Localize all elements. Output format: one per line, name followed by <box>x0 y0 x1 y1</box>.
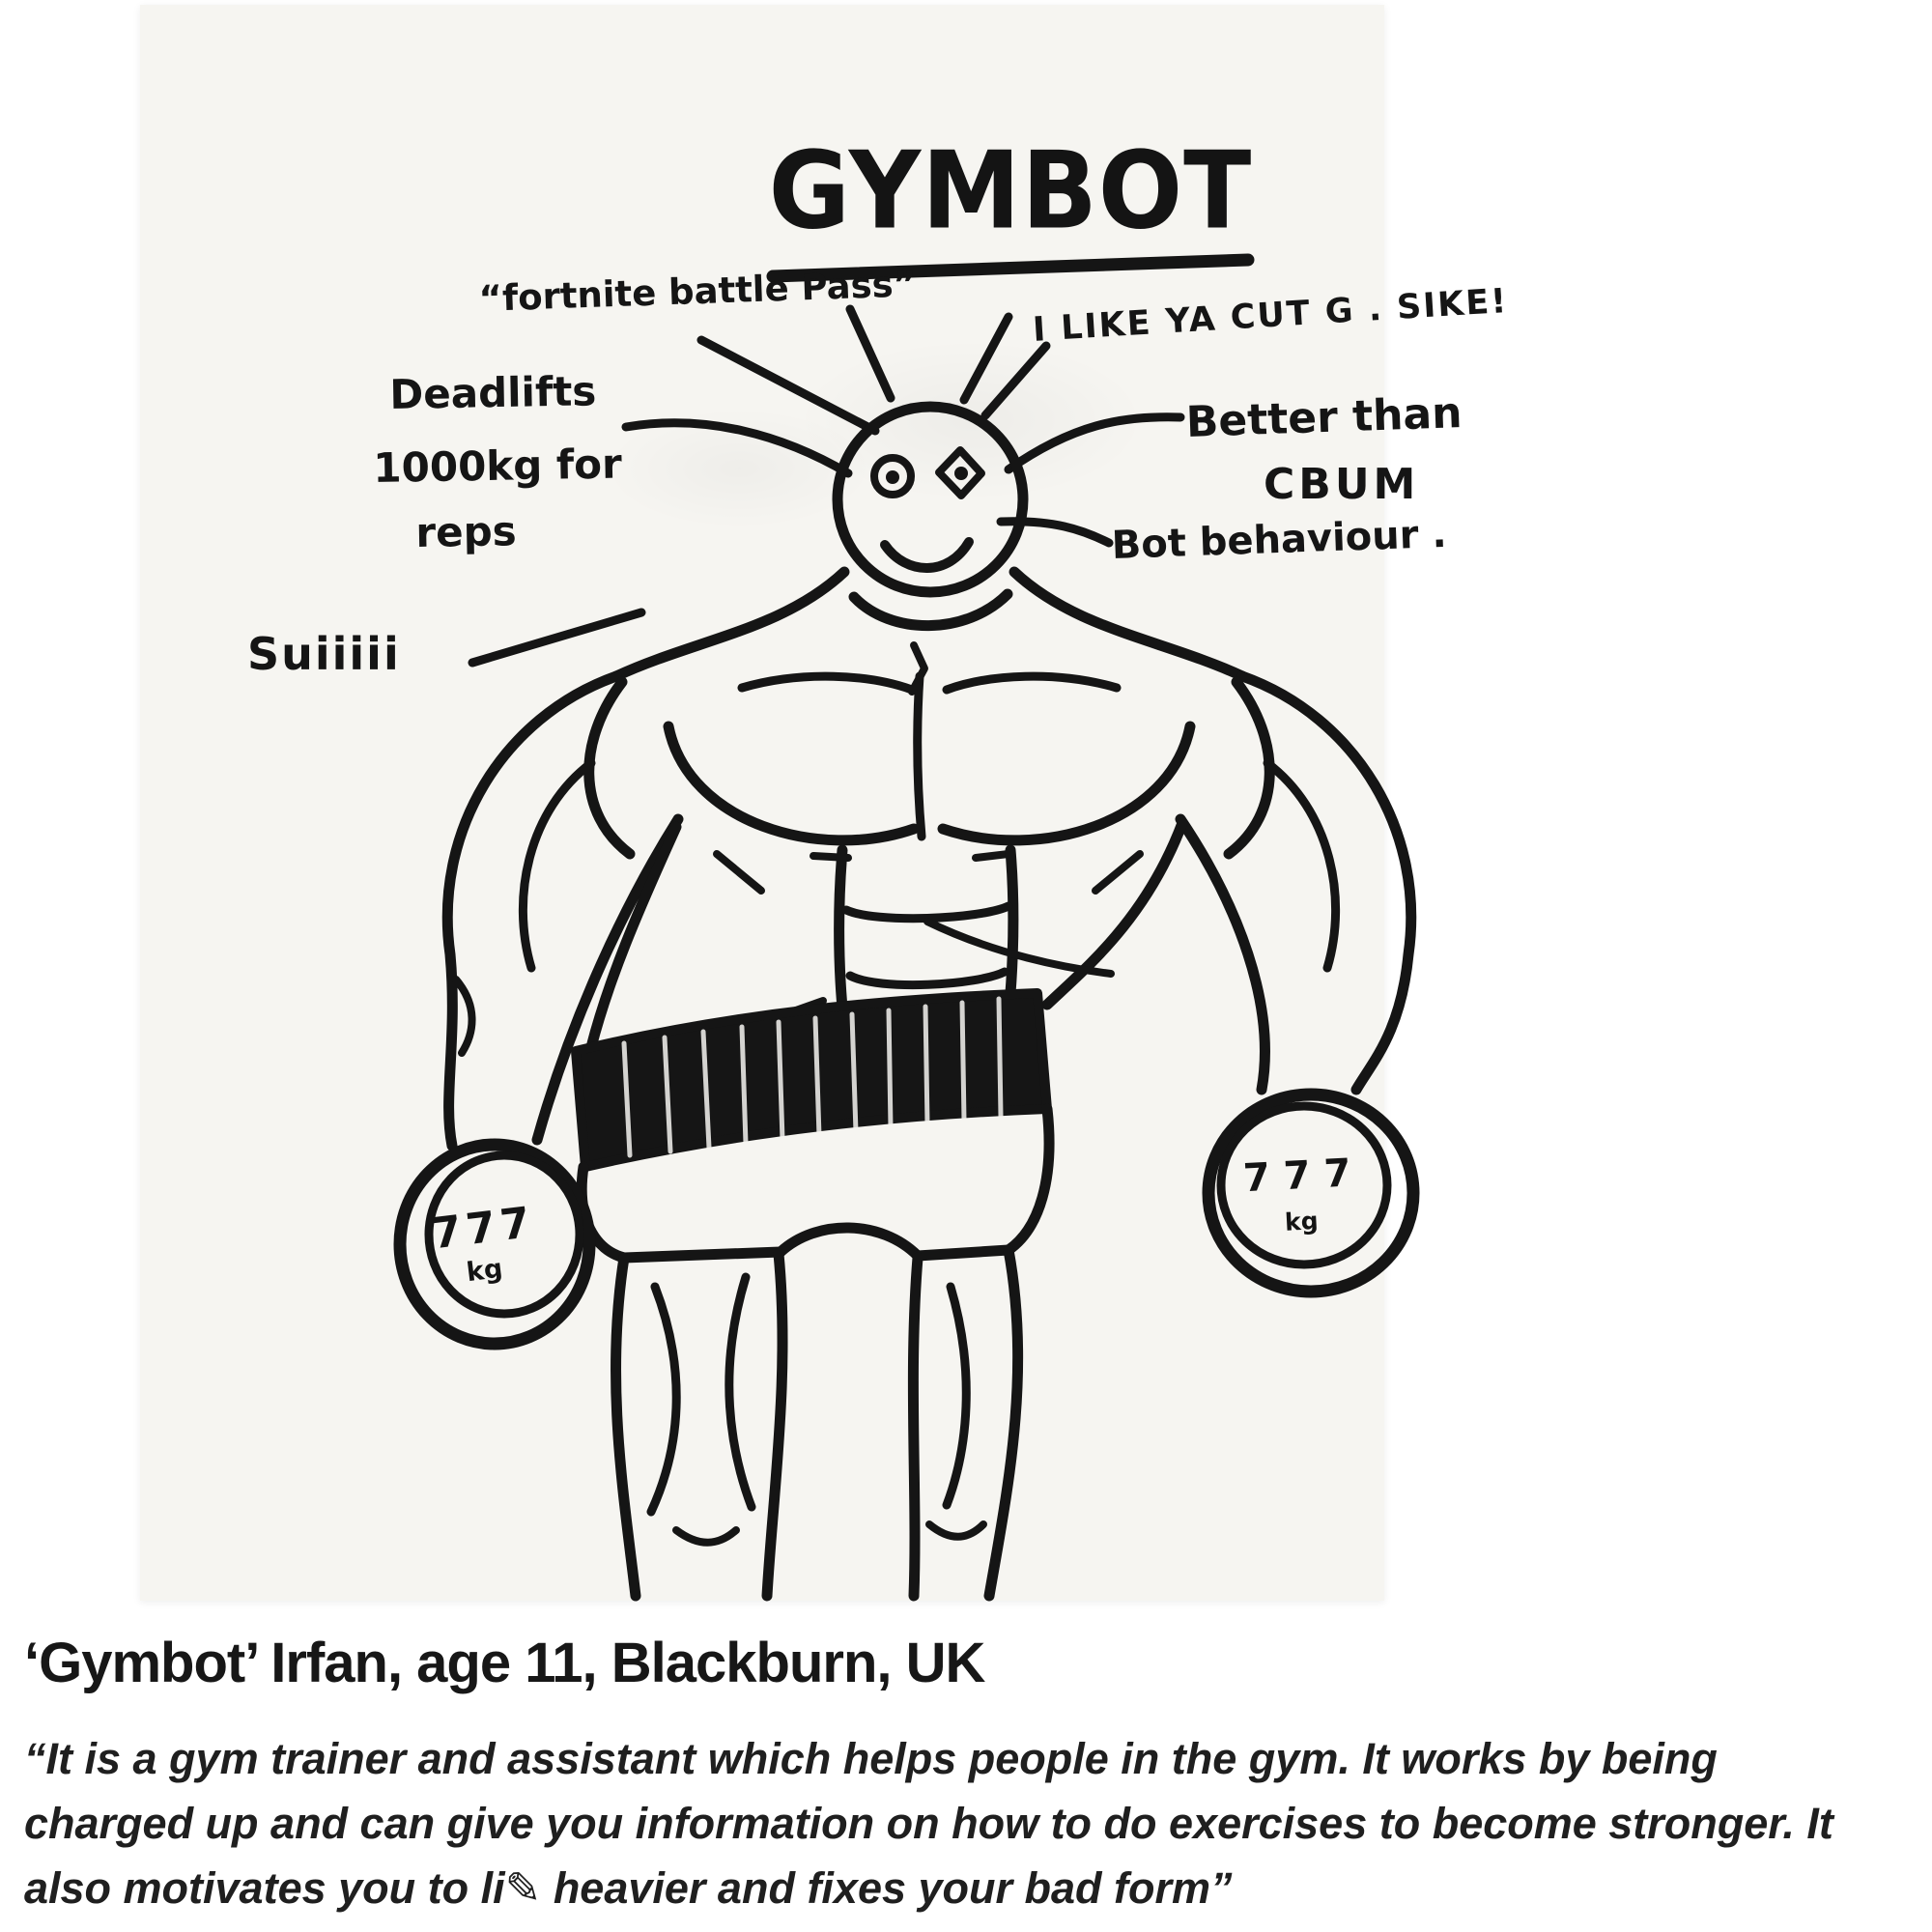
annotation-suiiiii: Suiiiii <box>247 628 401 680</box>
right-weight-value: 777 <box>1241 1150 1366 1202</box>
drawing-title: GYMBOT <box>768 128 1253 253</box>
annotation-like-ya-cut: I LIKE YA CUT G . SIKE! <box>1032 281 1510 350</box>
left-weight-value: 777 <box>429 1197 538 1260</box>
caption-quote-line-2: charged up and can give you information on how to do exercises to become stronger. It <box>24 1799 1833 1848</box>
robot-legs <box>616 1250 1018 1596</box>
annotation-deadlifts-line3: reps <box>415 507 518 556</box>
annotation-bot-behaviour: Bot behaviour . <box>1111 511 1448 568</box>
annotation-better-than: Better than <box>1185 388 1463 447</box>
weight-balls <box>400 1094 1413 1344</box>
left-weight-unit: kg <box>465 1253 505 1289</box>
caption-quote-line-3: also motivates you to li✎ heavier and fixes your bad form” <box>24 1863 1233 1913</box>
annotation-fortnite-battle-pass: “fortnite battle Pass” <box>478 263 918 320</box>
right-weight-unit: kg <box>1284 1207 1320 1236</box>
annotation-cbum: CBUM <box>1264 460 1420 509</box>
caption-quote-line-1: “It is a gym trainer and assistant which helps people in the gym. It works by being <box>24 1734 1718 1783</box>
robot-trunks <box>576 993 1047 1167</box>
caption-block <box>24 1631 1918 1920</box>
caption-quote <box>24 1726 1918 1920</box>
caption-heading: ‘Gymbot’ Irfan, age 11, Blackburn, UK <box>24 1632 985 1694</box>
annotation-deadlifts-line2: 1000kg for <box>373 440 623 492</box>
robot-head <box>838 407 1023 592</box>
annotation-deadlifts-line1: Deadlifts <box>389 367 597 418</box>
